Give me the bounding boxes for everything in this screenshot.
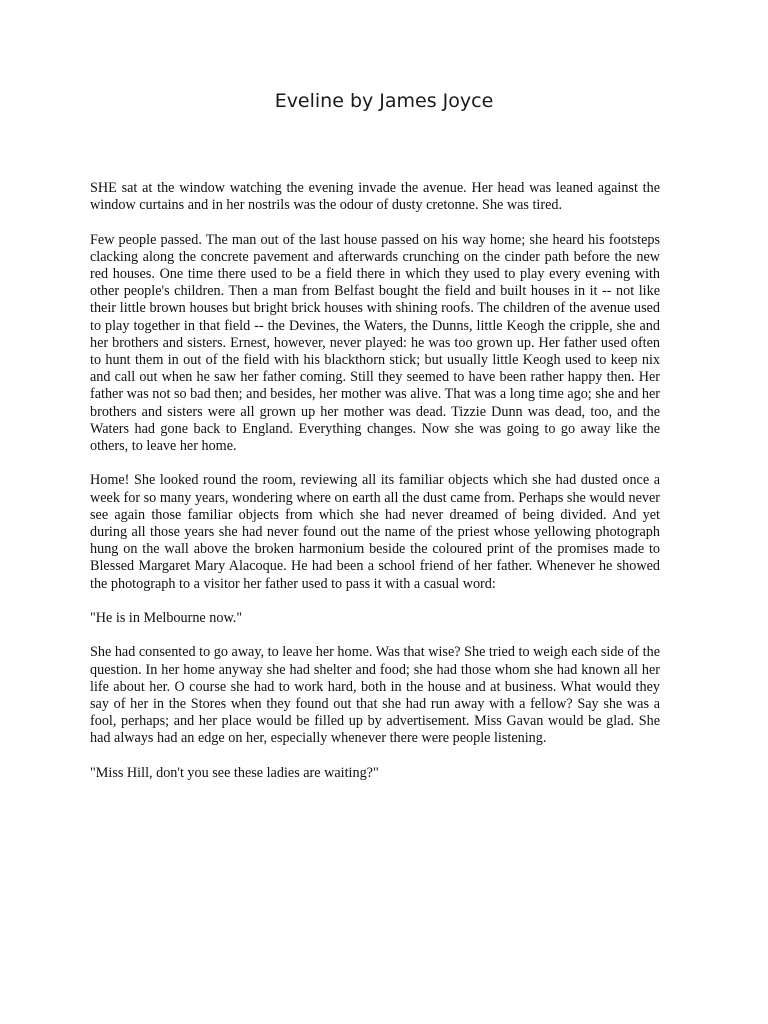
- paragraph-2: Few people passed. The man out of the last house passed on his way home; she heard his footsteps clacking along the concrete pavement and afterwards crunching on the cinder path before the new red houses. One time there used to be a field there in which they used to play every evening with other people's children. Then a man from Belfast bought the field and built houses in it -- not like their little brown houses but bright brick houses with shining roofs. The children of the avenue used to play together in that field -- the Devines, the Waters, the Dunns, little Keogh the cripple, she and her brothers and sisters. Ernest, however, never played: he was too grown up. Her father used often to hunt them in out of the field with his blackthorn stick; but usually little Keogh used to keep nix and call out when he saw her father coming. Still they seemed to have been rather happy then. Her father was not so bad then; and besides, her mother was alive. That was a long time ago; she and her brothers and sisters were all grown up her mother was dead. Tizzie Dunn was dead, too, and the Waters had gone back to England. Everything changes. Now she was going to go away like the others, to leave her home.: [90, 231, 660, 455]
- paragraph-6-quote: "Miss Hill, don't you see these ladies are waiting?": [90, 764, 379, 781]
- paragraph-3: Home! She looked round the room, reviewing all its familiar objects which she had dusted once a week for so many years, wondering where on earth all the dust came from. Perhaps she would never see again those familiar objects from which she had never dreamed of being divided. And yet during all those years she had never found out the name of the priest whose yellowing photograph hung on the wall above the broken harmonium beside the coloured print of the promises made to Blessed Margaret Mary Alacoque. He had been a school friend of her father. Whenever he showed the photograph to a visitor her father used to pass it with a casual word:: [90, 472, 660, 592]
- paragraph-5: She had consented to go away, to leave her home. Was that wise? She tried to weigh each side of the question. In her home anyway she had shelter and food; she had those whom she had known all her life about her. O course she had to work hard, both in the house and at business. What would they say of her in the Stores when they found out that she had run away with a fellow? Say she was a fool, perhaps; and her place would be filled up by advertisement. Miss Gavan would be glad. She had always had an edge on her, especially whenever there were people listening.: [90, 644, 660, 747]
- paragraph-4-quote: "He is in Melbourne now.": [90, 610, 243, 627]
- document-body: [90, 180, 660, 799]
- document-title: Eveline by James Joyce: [274, 90, 494, 112]
- paragraph-1: SHE sat at the window watching the evening invade the avenue. Her head was leaned against the window curtains and in her nostrils was the odour of dusty cretonne. She was tired.: [90, 180, 660, 214]
